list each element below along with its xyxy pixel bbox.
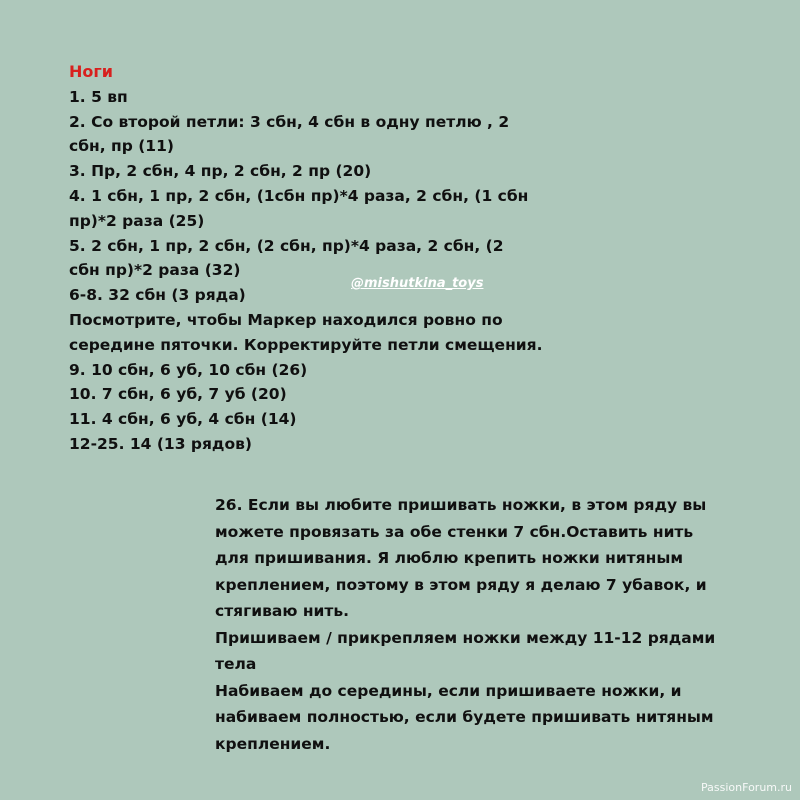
footer-watermark: PassionForum.ru — [701, 781, 792, 794]
row26-line: набиваем полностью, если будете пришивать нитяным — [215, 708, 714, 726]
row26-line: креплением. — [215, 734, 331, 753]
row-line: 9. 10 сбн, 6 уб, 10 сбн (26) — [69, 360, 308, 379]
row26-line: тела — [215, 655, 257, 673]
row-26-instructions — [215, 492, 775, 757]
row26-line: Пришиваем / прикрепляем ножки между 11-12 рядами — [215, 628, 716, 647]
row-line: 3. Пр, 2 сбн, 4 пр, 2 сбн, 2 пр (20) — [69, 162, 372, 181]
row26-line: 26. Если вы любите пришивать ножки, в этом ряду вы — [215, 496, 707, 514]
watermark-handle: @mishutkina_toys — [351, 276, 484, 291]
row-line: 2. Со второй петли: 3 сбн, 4 сбн в одну петлю , 2 — [69, 112, 510, 131]
row-line: сбн пр)*2 раза (32) — [69, 261, 241, 280]
row-line: середине пяточки. Корректируйте петли смещения. — [69, 335, 543, 354]
pattern-instructions — [69, 60, 589, 457]
row-line: 4. 1 сбн, 1 пр, 2 сбн, (1сбн пр)*4 раза, 2 сбн, (1 сбн — [69, 186, 529, 205]
section-title: Ноги — [69, 62, 113, 81]
row-line: Посмотрите, чтобы Маркер находился ровно по — [69, 310, 503, 329]
row26-line: можете провязать за обе стенки 7 сбн.Оставить нить — [215, 522, 694, 541]
row-line: 10. 7 сбн, 6 уб, 7 уб (20) — [69, 385, 287, 404]
row26-line: для пришивания. Я люблю крепить ножки нитяным — [215, 549, 684, 567]
row-line: 5. 2 сбн, 1 пр, 2 сбн, (2 сбн, пр)*4 раза, 2 сбн, (2 — [69, 236, 504, 255]
row-line: пр)*2 раза (25) — [69, 211, 205, 230]
row-line: 6-8. 32 сбн (3 ряда) — [69, 286, 246, 305]
row26-line: стягиваю нить. — [215, 602, 350, 620]
row26-line: Набиваем до середины, если пришиваете ножки, и — [215, 681, 682, 700]
row-line: сбн, пр (11) — [69, 137, 174, 156]
row-line: 1. 5 вп — [69, 87, 128, 106]
row-line: 12-25. 14 (13 рядов) — [69, 434, 252, 453]
row26-line: креплением, поэтому в этом ряду я делаю 7 убавок, и — [215, 575, 707, 594]
row-line: 11. 4 сбн, 6 уб, 4 сбн (14) — [69, 410, 297, 429]
